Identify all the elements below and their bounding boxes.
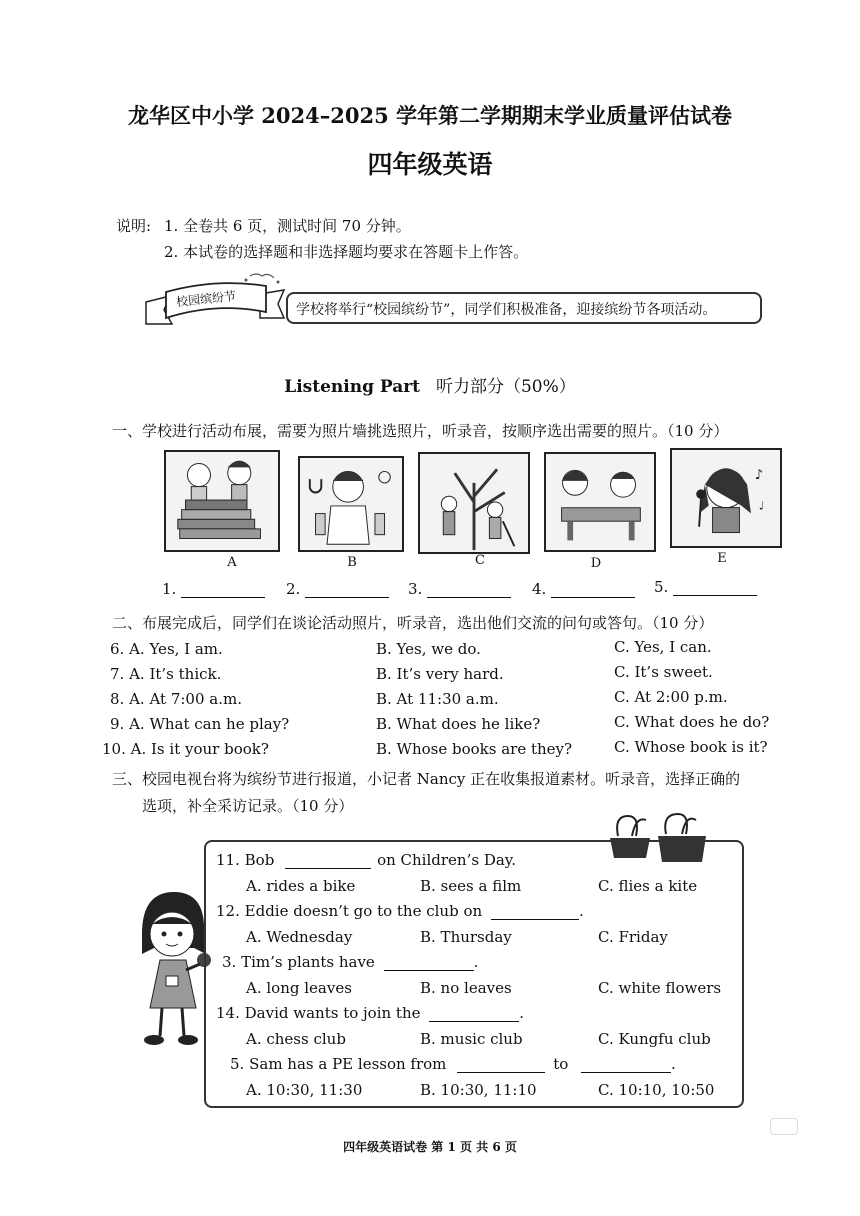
- note-item-1: 1. 全卷共 6 页，测试时间 70 分钟。: [164, 217, 411, 235]
- item-13-option-b: B. no leaves: [420, 979, 512, 997]
- question-option-b: B. Yes, we do.: [376, 640, 481, 658]
- question-option-b: B. Whose books are they?: [376, 740, 573, 758]
- svg-text:♩: ♩: [758, 498, 765, 513]
- question-option-c: C. Whose book is it?: [614, 738, 768, 756]
- question-row: 7. A. It’s thick.: [110, 665, 222, 683]
- answer-blank-1: 1.: [162, 580, 265, 598]
- photo-d: [544, 452, 656, 552]
- section1-instruction: 一、学校进行活动布展，需要为照片墙挑选照片，听录音，按顺序选出需要的照片。（10 分）: [112, 422, 729, 440]
- photo-c: [418, 452, 530, 554]
- question-option-c: C. What does he do?: [614, 713, 770, 731]
- item-13-option-a: A. long leaves: [246, 979, 352, 997]
- listening-heading-en: Listening Part: [284, 377, 421, 397]
- exam-title: 龙华区中小学 2024–2025 学年第二学期期末学业质量评估试卷: [127, 103, 732, 128]
- question-option-b: B. At 11:30 a.m.: [376, 690, 499, 708]
- item-12-option-b: B. Thursday: [420, 928, 512, 946]
- answer-blank-5: 5.: [654, 578, 757, 596]
- item-14-option-b: B. music club: [420, 1030, 523, 1048]
- question-row: 6. A. Yes, I am.: [110, 640, 223, 658]
- item-14-option-c: C. Kungfu club: [598, 1030, 711, 1048]
- interview-item-15: 5. Sam has a PE lesson from to .: [230, 1055, 676, 1073]
- item-11-option-b: B. sees a film: [420, 877, 522, 895]
- item-11-option-a: A. rides a bike: [246, 877, 356, 895]
- listening-heading-cn: 听力部分（50%）: [435, 377, 576, 397]
- item-15-option-c: C. 10:10, 10:50: [598, 1081, 715, 1099]
- photo-label-c: C: [475, 553, 485, 568]
- question-option-c: C. It’s sweet.: [614, 663, 713, 681]
- section3-instruction-2: 选项，补全采访记录。（10 分）: [142, 797, 354, 815]
- note-item-2: 2. 本试卷的选择题和非选择题均要求在答题卡上作答。: [164, 243, 529, 261]
- question-option-b: B. What does he like?: [376, 715, 541, 733]
- answer-blank-3: 3.: [408, 580, 511, 598]
- listening-heading: [0, 372, 860, 397]
- exam-subtitle: 四年级英语: [367, 150, 493, 179]
- banner-text: 学校将举行“校园缤纷节”，同学们积极准备，迎接缤纷节各项活动。: [286, 292, 762, 324]
- interview-item-13: 3. Tim’s plants have .: [222, 953, 479, 971]
- section3-instruction-1: 三、校园电视台将为缤纷节进行报道，小记者 Nancy 正在收集报道素材。听录音，选择正确的: [112, 770, 741, 788]
- photo-e: [670, 448, 782, 548]
- ribbon-text: 校园缤纷节: [175, 288, 237, 310]
- question-option-c: C. At 2:00 p.m.: [614, 688, 728, 706]
- watermark-badge: [770, 1118, 798, 1135]
- section2-instruction: 二、布展完成后，同学们在谈论活动照片，听录音，选出他们交流的问句或答句。（10 分）: [112, 614, 714, 632]
- reporter-girl-illustration: [128, 890, 212, 1050]
- answer-blank-2: 2.: [286, 580, 389, 598]
- question-row: 9. A. What can he play?: [110, 715, 290, 733]
- question-option-c: C. Yes, I can.: [614, 638, 712, 656]
- item-15-option-a: A. 10:30, 11:30: [246, 1081, 363, 1099]
- photo-b: [298, 456, 404, 552]
- page-footer: 四年级英语试卷 第 1 页 共 6 页: [343, 1140, 517, 1154]
- interview-item-14: 14. David wants to join the .: [216, 1004, 525, 1022]
- item-13-option-c: C. white flowers: [598, 979, 722, 997]
- photo-a: [164, 450, 280, 552]
- photo-label-a: A: [227, 555, 237, 570]
- item-12-option-c: C. Friday: [598, 928, 668, 946]
- festival-ribbon: [142, 272, 288, 340]
- interview-item-12: 12. Eddie doesn’t go to the club on .: [216, 902, 584, 920]
- svg-text:♪: ♪: [754, 467, 764, 483]
- answer-blank-4: 4.: [532, 580, 635, 598]
- question-row: 10. A. Is it your book?: [102, 740, 269, 758]
- notes-label: 说明:: [116, 217, 152, 235]
- interview-item-11: 11. Bob on Children’s Day.: [216, 851, 517, 869]
- item-15-option-b: B. 10:30, 11:10: [420, 1081, 537, 1099]
- item-12-option-a: A. Wednesday: [246, 928, 353, 946]
- photo-label-b: B: [347, 555, 357, 570]
- item-14-option-a: A. chess club: [246, 1030, 346, 1048]
- question-option-b: B. It’s very hard.: [376, 665, 504, 683]
- question-row: 8. A. At 7:00 a.m.: [110, 690, 242, 708]
- photo-label-e: E: [717, 551, 727, 566]
- item-11-option-c: C. flies a kite: [598, 877, 698, 895]
- photo-label-d: D: [590, 556, 602, 571]
